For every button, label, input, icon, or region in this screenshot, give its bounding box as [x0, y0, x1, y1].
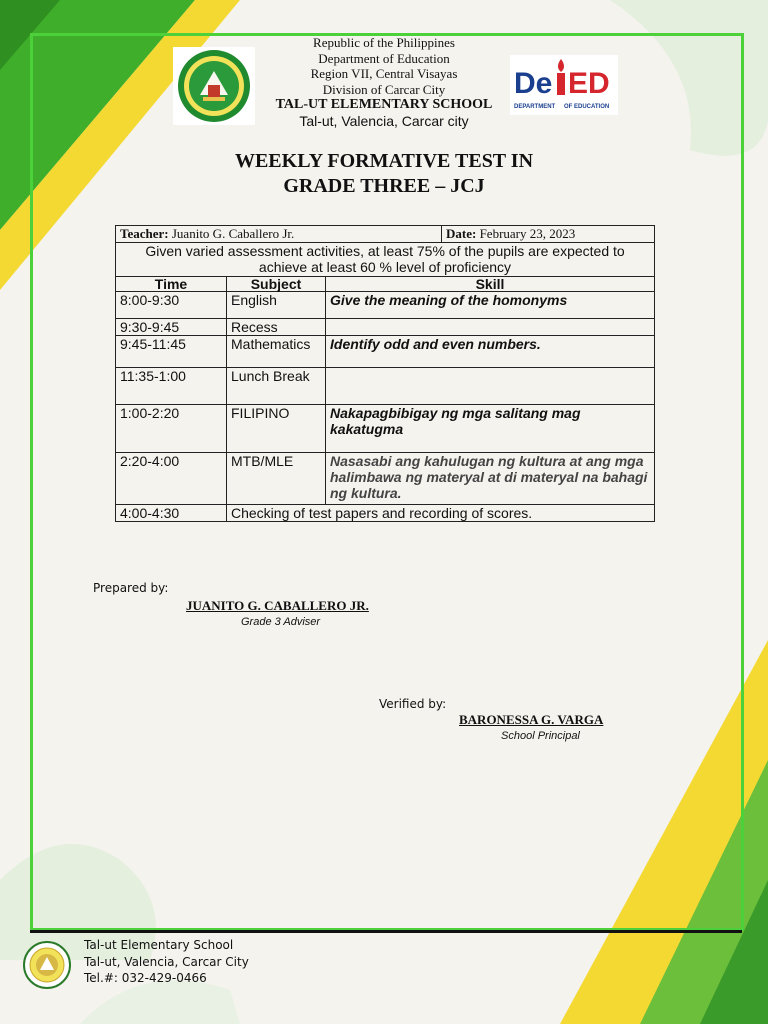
svg-text:De: De [514, 67, 553, 100]
table-row [116, 505, 655, 522]
table-row [116, 292, 655, 319]
prepared-role: Grade 3 Adviser [241, 616, 321, 628]
time-header: Time [116, 277, 227, 292]
objective-row [116, 243, 655, 277]
subject-cell: FILIPINO [227, 405, 326, 453]
info-row [116, 226, 655, 243]
verified-role: School Principal [501, 730, 580, 742]
school-address: Tal-ut, Valencia, Carcar city [299, 113, 469, 129]
table-row [116, 368, 655, 405]
time-cell: 4:00-4:30 [116, 505, 227, 522]
time-cell: 1:00-2:20 [116, 405, 227, 453]
skill-cell: Give the meaning of the homonyms [326, 292, 655, 319]
table-row [116, 405, 655, 453]
skill-cell: Nasasabi ang kahulugan ng kultura at ang mga halimbawa ng materyal at di materyal na bahagi ng kultura. [326, 453, 655, 505]
title-line-1: WEEKLY FORMATIVE TEST IN [234, 150, 534, 172]
subject-cell: Lunch Break [227, 368, 326, 405]
footer-line: Tal-ut, Valencia, Carcar City [84, 954, 249, 969]
prepared-name: JUANITO G. CABALLERO JR. [186, 598, 369, 613]
svg-text:DEPARTMENT: DEPARTMENT [514, 104, 556, 110]
header-row [116, 277, 655, 292]
time-cell: 9:30-9:45 [116, 319, 227, 336]
teacher-label: Teacher: [120, 226, 169, 241]
time-cell: 8:00-9:30 [116, 292, 227, 319]
prepared-label: Prepared by: [93, 581, 169, 595]
verified-label: Verified by: [379, 697, 447, 711]
skill-cell: Nakapagbibigay ng mga salitang mag kakatugma [326, 405, 655, 453]
schedule-table [115, 225, 655, 522]
footer-address [84, 937, 249, 987]
subject-header: Subject [227, 277, 326, 292]
letterhead [0, 35, 768, 130]
objective-text: Given varied assessment activities, at least 75% of the pupils are expected to achieve at least 60 % level of proficiency [116, 243, 655, 277]
date-value: February 23, 2023 [479, 226, 576, 241]
date-label: Date: [446, 226, 477, 241]
header-line: Republic of the Philippines [313, 35, 455, 50]
title-line-2: GRADE THREE – JCJ [283, 175, 485, 197]
header-line: Region VII, Central Visayas [310, 66, 458, 81]
time-cell: 2:20-4:00 [116, 453, 227, 505]
footer-divider [30, 930, 742, 933]
skill-header: Skill [326, 277, 655, 292]
subject-cell: Recess [227, 319, 326, 336]
school-seal-small-icon [22, 940, 72, 990]
date-cell [442, 226, 655, 243]
subject-cell: English [227, 292, 326, 319]
verified-name: BARONESSA G. VARGA [459, 712, 604, 727]
footer-line: Tal-ut Elementary School [84, 938, 234, 952]
skill-cell [326, 319, 655, 336]
subject-cell: MTB/MLE [227, 453, 326, 505]
time-cell: 11:35-1:00 [116, 368, 227, 405]
time-cell: 9:45-11:45 [116, 336, 227, 368]
svg-text:OF EDUCATION: OF EDUCATION [564, 104, 610, 110]
svg-text:ED: ED [568, 67, 610, 100]
page-title [0, 149, 768, 199]
teacher-cell [116, 226, 442, 243]
table-row [116, 453, 655, 505]
skill-cell [326, 368, 655, 405]
skill-cell: Identify odd and even numbers. [326, 336, 655, 368]
table-row [116, 336, 655, 368]
table-row [116, 319, 655, 336]
school-name: TAL-UT ELEMENTARY SCHOOL [275, 97, 493, 112]
teacher-value: Juanito G. Caballero Jr. [171, 226, 295, 241]
header-line: Department of Education [318, 50, 450, 66]
subject-cell: Mathematics [227, 336, 326, 368]
header-line: Division of Carcar City [322, 81, 446, 97]
merged-cell: Checking of test papers and recording of scores. [227, 505, 655, 522]
footer-line: Tel.#: 032-429-0466 [84, 971, 207, 985]
